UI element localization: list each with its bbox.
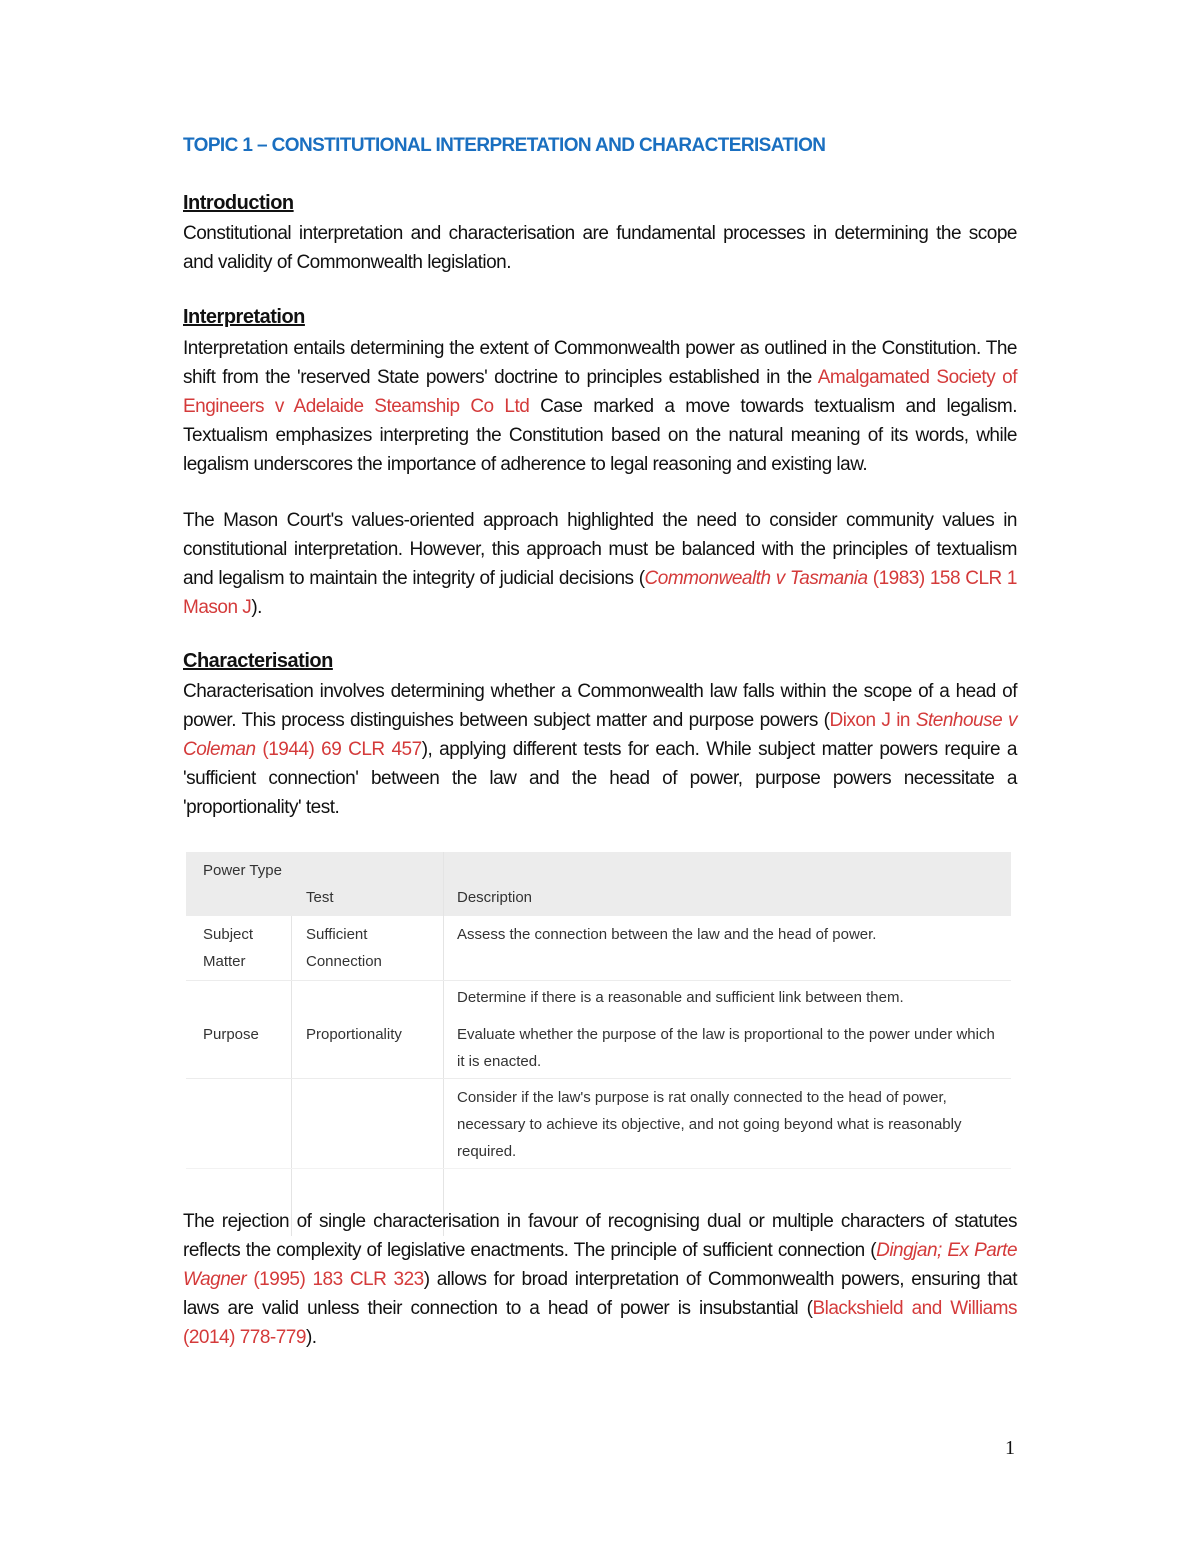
row-2-power-type: Purpose: [203, 1026, 259, 1043]
interpretation-heading: Interpretation: [183, 306, 305, 328]
row-2-test: Proportionality: [306, 1026, 402, 1043]
introduction-paragraph: Constitutional interpretation and characterisation are fundamental processes in determining the scope and validity of Commonwealth legislation.: [183, 223, 1017, 273]
header-description: Description: [457, 889, 533, 906]
document-title: TOPIC 1 – CONSTITUTIONAL INTERPRETATION AND CHARACTERISATION: [183, 135, 826, 156]
case-reference: (1944) 69 CLR 457: [255, 739, 422, 760]
case-reference: (1983) 158 CLR 1 Mason J: [183, 568, 1017, 618]
closing-paragraph: The rejection of single characterisation in favour of recognising dual or multiple characters of statutes reflects the complexity of legislative enactments. The principle of sufficient connection (Dingjan; Ex Parte Wagner (1995) 183 CLR 323) allows for broad interpretation of Commonwealth powers, ensuring that laws are valid unless their connection to a head of power is insubstantial (Blackshield and Williams (2014) 778-779).: [183, 1211, 1018, 1348]
row-1-power-type: Subject Matter: [203, 926, 254, 970]
row-1-test: Sufficient Connection: [306, 926, 382, 970]
interpretation-paragraph-1: Interpretation entails determining the extent of Commonwealth power as outlined in the Constitution. The shift from the 'reserved State powers' doctrine to principles established in the Amalgamated Society of Engineers v Adelaide Steamship Co Ltd Case marked a move towards textualism and legalism. Textualism emphasizes interpreting the Constitution based on the natural meaning of its words, while legalism underscores the importance of adherence to legal reasoning and existing law.: [183, 338, 1017, 475]
source-citation: Blackshield and Williams (2014) 778-779: [183, 1298, 1017, 1348]
case-citation: Stenhouse v Coleman: [183, 710, 1017, 760]
case-citation: Amalgamated Society of Engineers v Adelaide Steamship Co Ltd: [183, 367, 1017, 417]
page-number: 1: [1005, 1437, 1015, 1459]
case-citation: Commonwealth v Tasmania: [644, 568, 868, 589]
case-reference: (1995) 183 CLR 323: [246, 1269, 424, 1290]
case-citation: Dingjan; Ex Parte Wagner: [183, 1240, 1018, 1290]
characterisation-paragraph: Characterisation involves determining whether a Commonwealth law falls within the scope of a head of power. This process distinguishes between subject matter and purpose powers (Dixon J in Stenhouse v Coleman (1944) 69 CLR 457), applying different tests for each. While subject matter powers require a 'sufficient connection' between the law and the head of power, purpose powers necessitate a 'proportionality' test.: [183, 681, 1017, 818]
interpretation-paragraph-2: The Mason Court's values-oriented approach highlighted the need to consider community values in constitutional interpretation. However, this approach must be balanced with the principles of textualism and legalism to maintain the integrity of judicial decisions (Commonwealth v Tasmania (1983) 158 CLR 1 Mason J).: [183, 510, 1017, 618]
header-test: Test: [306, 889, 334, 906]
row-2-description-2: Consider if the law's purpose is rat onally connected to the head of power, necessary to achieve its objective, and not going beyond what is reasonably required.: [457, 1089, 962, 1160]
header-power-type: Power Type: [203, 862, 282, 879]
row-1-description-2: Determine if there is a reasonable and sufficient link between them.: [457, 989, 904, 1006]
row-1-description-1: Assess the connection between the law and the head of power.: [457, 926, 877, 943]
introduction-heading: Introduction: [183, 192, 294, 214]
row-2-description-1: Evaluate whether the purpose of the law is proportional to the power under which it is enacted.: [457, 1026, 995, 1070]
characterisation-heading: Characterisation: [183, 650, 333, 672]
judge-reference: Dixon J in: [829, 710, 916, 731]
